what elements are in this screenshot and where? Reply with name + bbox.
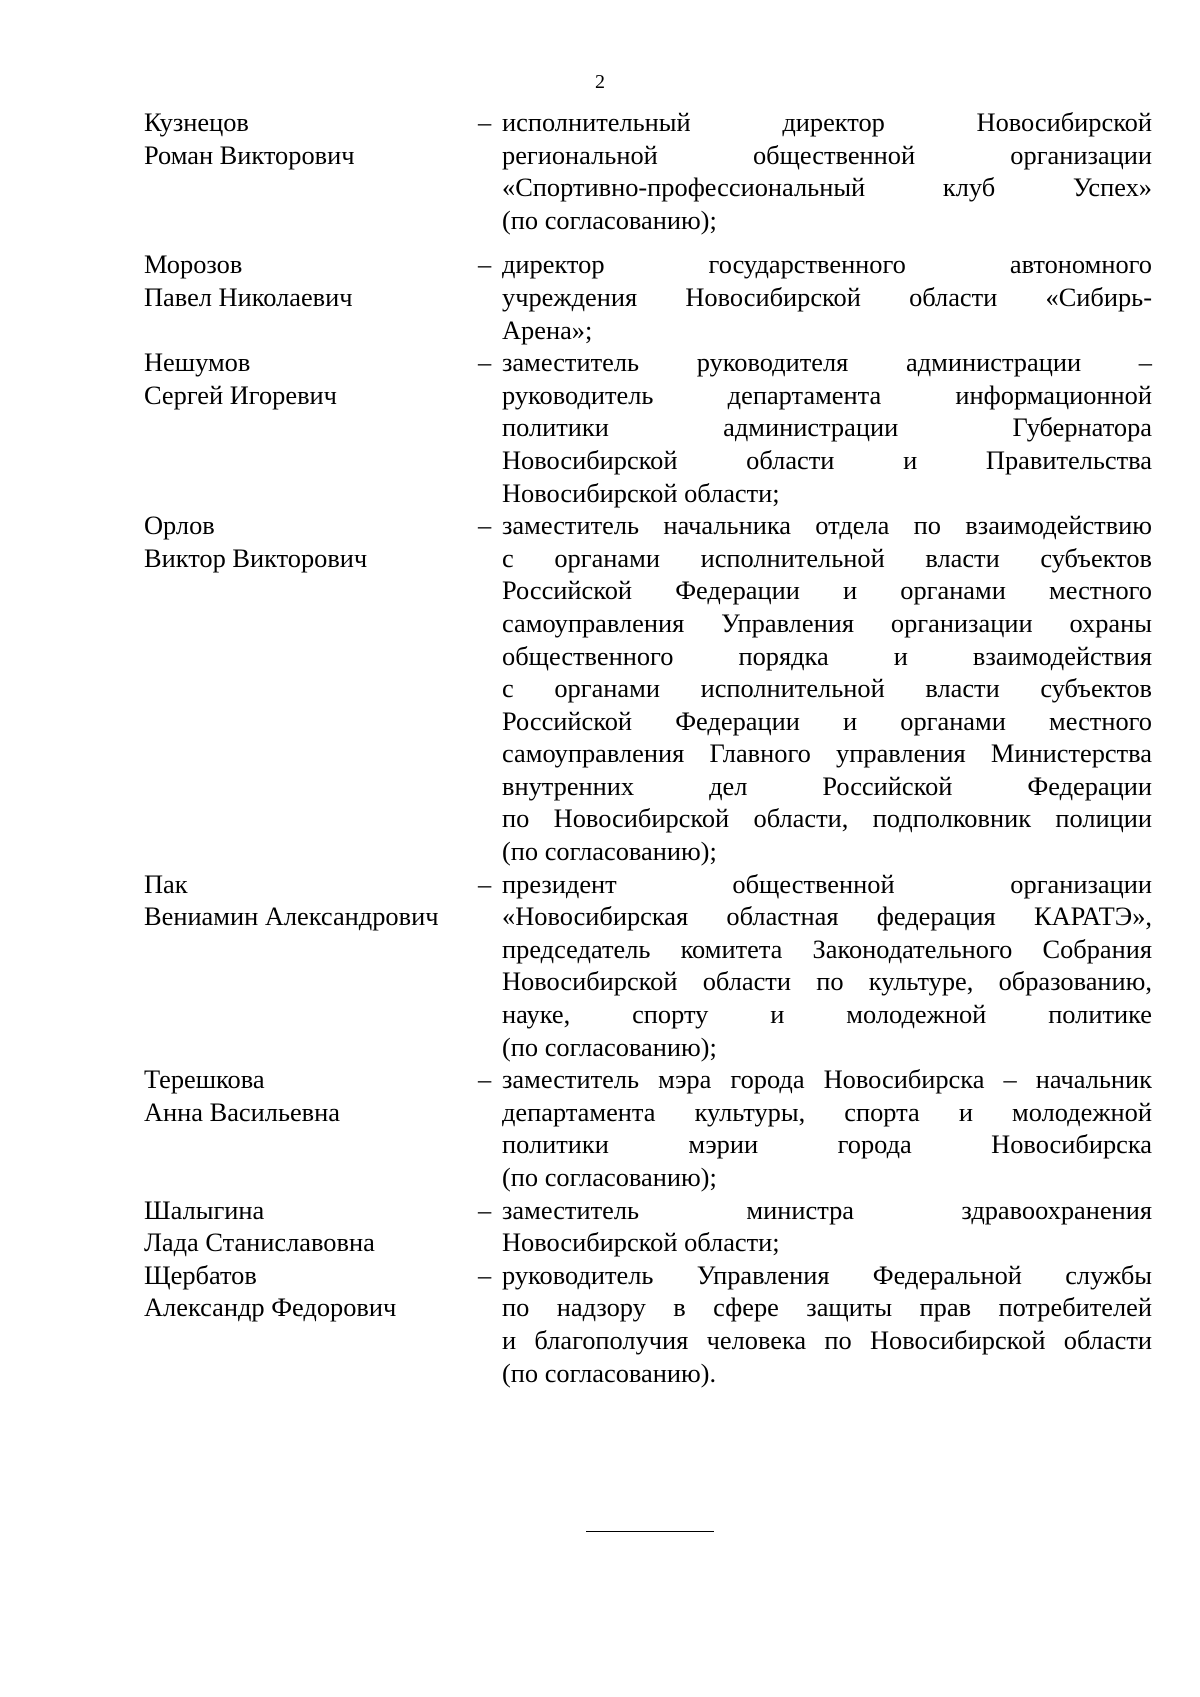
position-line: внутренних дел Российской Федерации: [502, 770, 1152, 801]
position-line: «Спортивно-профессиональный клуб Успех»: [502, 172, 1152, 203]
member-surname: Орлов: [144, 510, 215, 541]
entry-dash: –: [478, 1064, 492, 1095]
member-list: [144, 106, 1152, 1389]
position-line: самоуправления Управления организации охраны: [502, 607, 1152, 638]
member-entry: [144, 248, 1152, 346]
position-line: политики администрации Губернатора: [502, 412, 1152, 443]
member-position: [502, 868, 1152, 1064]
member-given-name: Вениамин Александрович: [144, 901, 439, 932]
end-of-document-rule: [586, 1531, 714, 1532]
member-surname: Кузнецов: [144, 107, 249, 137]
member-position: [502, 509, 1152, 868]
member-name: [144, 346, 478, 411]
position-line: (по согласованию);: [502, 1162, 717, 1192]
member-entry: [144, 509, 1152, 868]
position-line: региональной общественной организации: [502, 139, 1152, 170]
member-name: [144, 106, 478, 171]
page-number: 2: [595, 71, 605, 93]
member-given-name: Сергей Игоревич: [144, 379, 337, 410]
member-name: [144, 868, 478, 933]
member-name: [144, 1259, 478, 1324]
position-line: Новосибирской области по культуре, образованию,: [502, 966, 1152, 997]
entry-dash: –: [478, 510, 492, 541]
member-given-name: Анна Васильевна: [144, 1096, 340, 1127]
member-entry: [144, 106, 1152, 236]
position-line: заместитель начальника отдела по взаимодействию: [502, 510, 1152, 541]
position-line: (по согласованию);: [502, 1031, 717, 1062]
position-line: учреждения Новосибирской области «Сибирь-: [502, 281, 1152, 312]
member-name: [144, 248, 478, 313]
position-line: заместитель руководителя администрации –: [502, 347, 1152, 378]
position-line: президент общественной организации: [502, 868, 1152, 899]
member-position: [502, 106, 1152, 236]
position-line: (по согласованию);: [502, 836, 717, 867]
member-position: [502, 1259, 1152, 1389]
member-surname: Пак: [144, 868, 188, 899]
position-line: руководитель департамента информационной: [502, 379, 1152, 410]
position-line: департамента культуры, спорта и молодежной: [502, 1096, 1152, 1127]
member-given-name: Виктор Викторович: [144, 542, 368, 573]
position-line: Новосибирской области;: [502, 477, 780, 508]
entry-dash: –: [478, 347, 492, 378]
member-name: [144, 1194, 478, 1259]
entry-dash: –: [478, 1259, 492, 1290]
member-surname: Морозов: [144, 249, 243, 280]
position-line: по Новосибирской области, подполковник полиции: [502, 803, 1152, 834]
member-entry: [144, 1194, 1152, 1259]
member-entry: [144, 1063, 1152, 1193]
position-line: «Новосибирская областная федерация КАРАТЭ»,: [502, 901, 1152, 932]
member-given-name: Александр Федорович: [144, 1292, 397, 1323]
member-position: [502, 1063, 1152, 1193]
position-line: с органами исполнительной власти субъектов: [502, 542, 1152, 573]
position-line: исполнительный директор Новосибирской: [502, 107, 1152, 137]
position-line: руководитель Управления Федеральной службы: [502, 1259, 1152, 1290]
member-given-name: Роман Викторович: [144, 139, 355, 170]
member-given-name: Лада Станиславовна: [144, 1227, 375, 1258]
entry-dash: –: [478, 249, 492, 280]
member-name: [144, 509, 478, 574]
position-line: науке, спорту и молодежной политике: [502, 999, 1152, 1030]
member-entry: [144, 346, 1152, 509]
position-line: Новосибирской области и Правительства: [502, 444, 1152, 475]
member-entry: [144, 868, 1152, 1064]
position-line: заместитель мэра города Новосибирска – начальник: [502, 1064, 1152, 1095]
position-line: председатель комитета Законодательного Собрания: [502, 933, 1152, 964]
position-line: и благополучия человека по Новосибирской области: [502, 1324, 1152, 1355]
position-line: Арена»;: [502, 314, 593, 345]
position-line: с органами исполнительной власти субъектов: [502, 673, 1152, 704]
member-surname: Нешумов: [144, 347, 251, 378]
member-position: [502, 248, 1152, 346]
position-line: Российской Федерации и органами местного: [502, 575, 1152, 606]
position-line: (по согласованию);: [502, 204, 717, 235]
position-line: Российской Федерации и органами местного: [502, 705, 1152, 736]
member-surname: Терешкова: [144, 1064, 265, 1095]
position-line: по надзору в сфере защиты прав потребителей: [502, 1292, 1152, 1323]
position-line: политики мэрии города Новосибирска: [502, 1129, 1152, 1160]
position-line: Новосибирской области;: [502, 1227, 780, 1258]
member-surname: Шалыгина: [144, 1194, 265, 1225]
position-line: (по согласованию).: [502, 1357, 717, 1388]
member-position: [502, 1194, 1152, 1259]
position-line: общественного порядка и взаимодействия: [502, 640, 1152, 671]
position-line: заместитель министра здравоохранения: [502, 1194, 1152, 1225]
member-given-name: Павел Николаевич: [144, 281, 353, 312]
member-entry: [144, 1259, 1152, 1389]
member-surname: Щербатов: [144, 1259, 257, 1290]
entry-dash: –: [478, 107, 492, 137]
member-position: [502, 346, 1152, 509]
entry-dash: –: [478, 868, 492, 899]
member-name: [144, 1063, 478, 1128]
entry-dash: –: [478, 1194, 492, 1225]
position-line: самоуправления Главного управления Министерства: [502, 738, 1152, 769]
position-line: директор государственного автономного: [502, 249, 1152, 280]
